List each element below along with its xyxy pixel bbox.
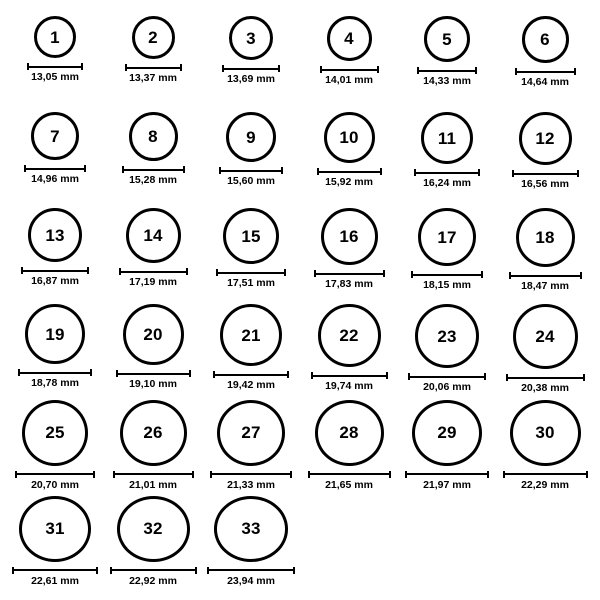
ring-size-cell <box>104 490 202 586</box>
ring-circle <box>25 304 85 364</box>
ring-circle <box>321 208 378 265</box>
ring-circle <box>129 112 178 161</box>
ring-size-label: 26 <box>143 423 163 443</box>
ring-size-label: 11 <box>437 128 457 148</box>
ring-size-label: 6 <box>540 30 550 49</box>
diameter-value: 14,01 mm <box>325 74 373 86</box>
ring-circle <box>229 16 273 60</box>
ring-circle <box>522 16 569 63</box>
dimension-bar-icon <box>405 471 489 478</box>
ring-size-grid <box>6 10 594 586</box>
diameter-dimension <box>213 371 289 391</box>
ring-size-cell <box>104 394 202 490</box>
diameter-value: 21,33 mm <box>227 478 275 491</box>
ring-circle <box>126 208 181 263</box>
dimension-bar-icon <box>317 168 382 175</box>
ring-circle <box>226 112 276 162</box>
dimension-bar-icon <box>308 471 391 478</box>
diameter-value: 14,64 mm <box>521 76 569 88</box>
ring-size-label: 18 <box>535 228 555 247</box>
dimension-bar-icon <box>15 471 95 478</box>
ring-size-cell <box>104 106 202 202</box>
ring-size-label: 10 <box>339 128 359 147</box>
diameter-dimension <box>219 167 283 187</box>
ring-circle <box>318 304 381 367</box>
ring-size-cell <box>6 10 104 106</box>
ring-size-label: 30 <box>535 423 555 443</box>
diameter-dimension <box>216 269 286 289</box>
diameter-value: 19,74 mm <box>325 380 373 392</box>
diameter-value: 22,29 mm <box>521 478 569 491</box>
diameter-dimension <box>503 471 588 491</box>
diameter-value: 19,10 mm <box>129 378 177 390</box>
ring-size-cell <box>496 298 594 394</box>
diameter-dimension <box>27 63 83 83</box>
diameter-dimension <box>125 64 182 84</box>
ring-size-label: 20 <box>143 325 163 344</box>
diameter-value: 23,94 mm <box>227 574 275 587</box>
ring-size-cell <box>398 202 496 298</box>
diameter-dimension <box>210 471 292 491</box>
diameter-value: 22,92 mm <box>129 574 177 587</box>
ring-size-cell <box>202 10 300 106</box>
ring-size-label: 4 <box>344 29 354 48</box>
ring-size-label: 16 <box>339 227 359 246</box>
dimension-bar-icon <box>414 169 480 176</box>
ring-circle <box>123 304 184 365</box>
diameter-dimension <box>12 567 98 587</box>
ring-circle <box>516 208 575 267</box>
diameter-dimension <box>113 471 194 491</box>
diameter-value: 19,42 mm <box>227 379 275 391</box>
ring-size-label: 5 <box>442 29 452 49</box>
ring-size-label: 31 <box>45 519 65 539</box>
dimension-bar-icon <box>122 166 185 173</box>
ring-size-label: 14 <box>143 226 163 245</box>
ring-size-cell <box>300 298 398 394</box>
ring-size-cell <box>6 202 104 298</box>
diameter-value: 18,78 mm <box>31 377 79 389</box>
diameter-value: 18,15 mm <box>423 279 471 291</box>
dimension-bar-icon <box>506 374 585 381</box>
ring-size-label: 8 <box>148 127 158 146</box>
ring-size-cell <box>104 10 202 106</box>
diameter-dimension <box>21 267 89 287</box>
diameter-dimension <box>15 471 95 491</box>
diameter-value: 21,65 mm <box>325 478 373 491</box>
dimension-bar-icon <box>515 68 576 75</box>
diameter-dimension <box>116 370 191 390</box>
diameter-value: 15,60 mm <box>227 175 275 187</box>
ring-circle <box>315 400 384 466</box>
ring-size-cell <box>496 394 594 490</box>
ring-size-cell <box>398 394 496 490</box>
diameter-value: 17,19 mm <box>129 276 177 288</box>
ring-size-cell <box>104 202 202 298</box>
ring-circle <box>519 112 572 165</box>
diameter-dimension <box>24 165 86 185</box>
ring-size-label: 24 <box>535 327 555 346</box>
diameter-value: 15,92 mm <box>325 176 373 188</box>
ring-circle <box>117 496 190 562</box>
ring-size-label: 23 <box>437 326 457 346</box>
dimension-bar-icon <box>222 65 280 72</box>
ring-size-label: 19 <box>45 324 65 344</box>
ring-circle <box>513 304 578 369</box>
ring-circle <box>220 304 282 366</box>
ring-size-cell <box>202 106 300 202</box>
diameter-value: 22,61 mm <box>31 574 79 587</box>
ring-size-label: 13 <box>45 225 65 245</box>
ring-size-cell <box>104 298 202 394</box>
diameter-dimension <box>408 373 486 393</box>
diameter-value: 17,51 mm <box>227 277 275 289</box>
ring-size-cell <box>6 394 104 490</box>
diameter-dimension <box>512 170 579 190</box>
dimension-bar-icon <box>216 269 286 276</box>
ring-circle <box>223 208 279 264</box>
diameter-value: 14,96 mm <box>31 173 79 185</box>
ring-size-label: 21 <box>241 325 261 345</box>
diameter-dimension <box>207 567 295 587</box>
diameter-dimension <box>122 166 185 186</box>
ring-circle <box>132 16 175 59</box>
dimension-bar-icon <box>314 270 385 277</box>
diameter-dimension <box>110 567 197 587</box>
diameter-value: 20,70 mm <box>31 478 79 491</box>
dimension-bar-icon <box>24 165 86 172</box>
diameter-dimension <box>311 372 388 392</box>
diameter-value: 21,01 mm <box>129 478 177 491</box>
ring-size-cell <box>398 10 496 106</box>
ring-circle <box>19 496 91 562</box>
ring-circle <box>31 112 79 160</box>
ring-size-cell <box>6 106 104 202</box>
dimension-bar-icon <box>411 271 483 278</box>
diameter-value: 16,24 mm <box>423 177 471 189</box>
ring-size-cell <box>300 202 398 298</box>
ring-size-cell <box>398 298 496 394</box>
ring-size-label: 1 <box>50 27 60 47</box>
diameter-dimension <box>18 369 92 389</box>
dimension-bar-icon <box>311 372 388 379</box>
ring-size-label: 28 <box>339 423 359 443</box>
ring-size-label: 33 <box>241 519 261 539</box>
ring-size-cell <box>398 106 496 202</box>
ring-size-label: 7 <box>50 126 60 146</box>
dimension-bar-icon <box>12 567 98 574</box>
ring-size-cell <box>300 10 398 106</box>
diameter-value: 20,38 mm <box>521 382 569 394</box>
dimension-bar-icon <box>119 268 188 275</box>
ring-size-label: 3 <box>246 28 256 48</box>
ring-circle <box>214 496 288 562</box>
ring-circle <box>421 112 473 164</box>
dimension-bar-icon <box>27 63 83 70</box>
ring-size-cell <box>6 298 104 394</box>
ring-size-cell <box>202 298 300 394</box>
ring-size-cell <box>496 106 594 202</box>
ring-circle <box>34 16 76 58</box>
diameter-dimension <box>411 271 483 291</box>
diameter-dimension <box>509 272 582 292</box>
diameter-dimension <box>414 169 480 189</box>
ring-size-label: 32 <box>143 519 163 539</box>
diameter-dimension <box>317 168 382 188</box>
diameter-value: 14,33 mm <box>423 75 471 87</box>
dimension-bar-icon <box>113 471 194 478</box>
dimension-bar-icon <box>21 267 89 274</box>
diameter-dimension <box>506 374 585 394</box>
diameter-dimension <box>119 268 188 288</box>
ring-circle <box>412 400 482 466</box>
diameter-dimension <box>320 66 379 86</box>
ring-size-label: 17 <box>437 227 457 247</box>
ring-size-cell <box>202 490 300 586</box>
dimension-bar-icon <box>509 272 582 279</box>
diameter-dimension <box>308 471 391 491</box>
dimension-bar-icon <box>408 373 486 380</box>
diameter-value: 13,05 mm <box>31 71 79 83</box>
ring-circle <box>217 400 285 466</box>
diameter-dimension <box>515 68 576 88</box>
ring-size-label: 12 <box>535 129 555 148</box>
diameter-dimension <box>222 65 280 85</box>
ring-size-cell <box>496 10 594 106</box>
ring-size-cell <box>202 202 300 298</box>
ring-circle <box>28 208 82 262</box>
diameter-value: 15,28 mm <box>129 174 177 186</box>
dimension-bar-icon <box>219 167 283 174</box>
dimension-bar-icon <box>213 371 289 378</box>
ring-size-label: 29 <box>437 423 457 443</box>
ring-circle <box>424 16 470 62</box>
ring-size-label: 27 <box>241 423 261 443</box>
ring-size-cell <box>496 202 594 298</box>
ring-size-cell <box>6 490 104 586</box>
diameter-value: 16,56 mm <box>521 178 569 190</box>
diameter-dimension <box>314 270 385 290</box>
dimension-bar-icon <box>18 369 92 376</box>
diameter-value: 17,83 mm <box>325 278 373 290</box>
ring-size-label: 2 <box>148 28 158 47</box>
ring-circle <box>324 112 375 163</box>
ring-circle <box>22 400 88 466</box>
diameter-value: 20,06 mm <box>423 381 471 393</box>
ring-size-label: 22 <box>339 326 359 345</box>
dimension-bar-icon <box>512 170 579 177</box>
ring-circle <box>327 16 372 61</box>
diameter-value: 13,69 mm <box>227 73 275 85</box>
diameter-value: 21,97 mm <box>423 478 471 491</box>
diameter-value: 18,47 mm <box>521 280 569 292</box>
ring-size-cell <box>300 106 398 202</box>
ring-size-label: 9 <box>246 127 256 147</box>
dimension-bar-icon <box>116 370 191 377</box>
dimension-bar-icon <box>320 66 379 73</box>
diameter-value: 13,37 mm <box>129 72 177 84</box>
ring-circle <box>415 304 479 368</box>
dimension-bar-icon <box>210 471 292 478</box>
ring-size-cell <box>300 394 398 490</box>
dimension-bar-icon <box>417 67 477 74</box>
diameter-dimension <box>417 67 477 87</box>
dimension-bar-icon <box>110 567 197 574</box>
diameter-dimension <box>405 471 489 491</box>
diameter-value: 16,87 mm <box>31 275 79 287</box>
ring-circle <box>418 208 476 266</box>
ring-circle <box>120 400 187 466</box>
ring-size-cell <box>202 394 300 490</box>
dimension-bar-icon <box>207 567 295 574</box>
ring-size-label: 25 <box>45 423 65 443</box>
ring-circle <box>510 400 581 466</box>
ring-size-label: 15 <box>241 226 261 246</box>
dimension-bar-icon <box>125 64 182 71</box>
dimension-bar-icon <box>503 471 588 478</box>
